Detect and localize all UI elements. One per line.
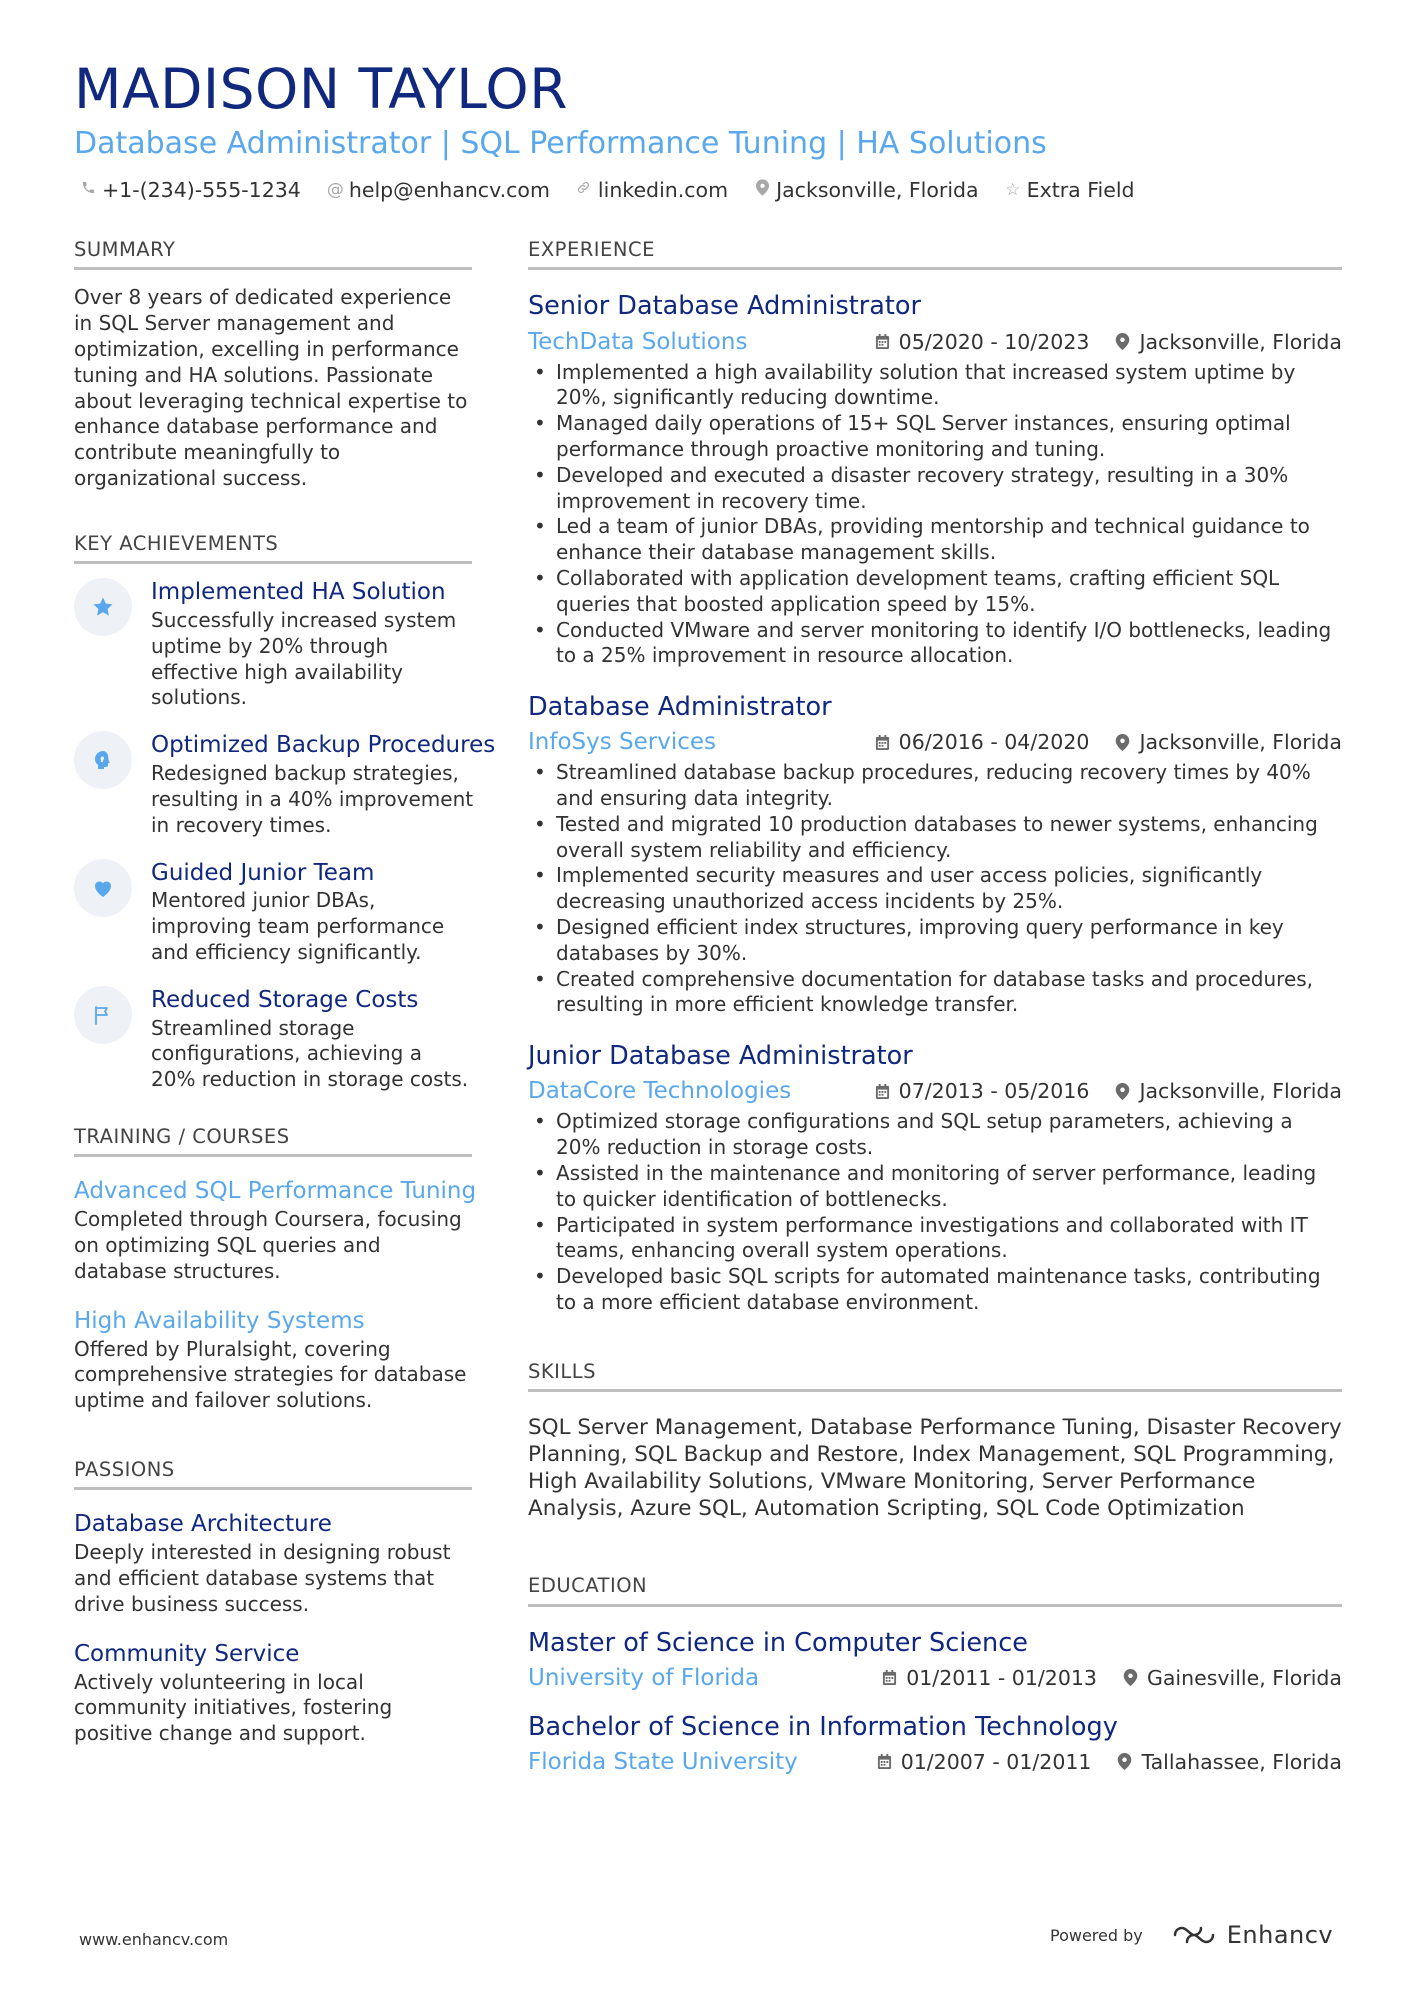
job-bullets [528, 360, 1342, 670]
achievement-desc: Redesigned backup strategies, resulting in a 40% improvement in recovery times. [151, 761, 474, 837]
passion-title: Community Service [74, 1640, 300, 1667]
job-bullet: • Developed and executed a disaster recovery strategy, resulting in a 30% improvement in recovery time. [528, 463, 1342, 515]
footer-branding [1050, 1921, 1333, 1949]
job-dates: 06/2016 - 04/2020 [898, 730, 1090, 755]
achievement-title: Reduced Storage Costs [151, 986, 419, 1013]
contact-bar [80, 178, 1135, 202]
contact-email[interactable] [327, 178, 550, 202]
star-icon [74, 578, 132, 636]
experience-section [528, 238, 1342, 1316]
summary-text: Over 8 years of dedicated experience in SQL Server management and optimization, excelling in performance tuning and HA solutions. Passionate about leveraging technical expertise to enhance database performance and contribute meaningfully to organizational success. [74, 285, 468, 490]
job-bullet: • Implemented a high availability solution that increased system uptime by 20%, significantly reducing downtime. [528, 360, 1342, 412]
location-icon [1115, 333, 1130, 350]
education-location: Gainesville, Florida [1146, 1665, 1342, 1690]
education-dates: 01/2007 - 01/2011 [900, 1749, 1092, 1774]
heart-icon [74, 859, 132, 917]
job-dates: 07/2013 - 05/2016 [898, 1079, 1090, 1104]
contact-linkedin[interactable] [576, 178, 728, 202]
location-icon [1123, 1669, 1138, 1686]
passion-title: Database Architecture [74, 1511, 332, 1538]
job-title: Junior Database Administrator [528, 1041, 913, 1072]
location-icon [1117, 1753, 1132, 1770]
job-bullet: • Conducted VMware and server monitoring to identify I/O bottlenecks, leading to a 25% improvement in resource allocation. [528, 618, 1342, 670]
achievements-section [74, 531, 496, 1093]
job-bullet: • Participated in system performance investigations and collaborated with IT teams, enhancing overall system operations. [528, 1213, 1342, 1265]
education-location: Tallahassee, Florida [1141, 1749, 1342, 1774]
contact-linkedin-text: linkedin.com [597, 178, 729, 202]
achievement-title: Implemented HA Solution [151, 579, 446, 606]
degree-title: Bachelor of Science in Information Technology [528, 1711, 1118, 1742]
course-title: High Availability Systems [74, 1307, 365, 1334]
left-column [74, 238, 496, 1747]
star-outline-icon: ☆ [1005, 180, 1021, 200]
contact-extra [1005, 178, 1135, 202]
course-title: Advanced SQL Performance Tuning [74, 1178, 477, 1205]
education-entry [528, 1711, 1342, 1775]
flag-icon [74, 986, 132, 1044]
achievement-title: Guided Junior Team [151, 859, 375, 886]
company-name: DataCore Technologies [528, 1078, 792, 1105]
course-item [74, 1177, 477, 1284]
job-bullet: • Led a team of junior DBAs, providing mentorship and technical guidance to enhance their database management skills. [528, 514, 1342, 566]
candidate-headline: Database Administrator | SQL Performance Tuning | HA Solutions [74, 126, 1047, 161]
education-entry [528, 1627, 1342, 1691]
passions-heading: PASSIONS [74, 1458, 472, 1490]
calendar-icon [875, 1083, 890, 1100]
passions-section [74, 1458, 472, 1747]
candidate-name: MADISON TAYLOR [74, 57, 568, 121]
passion-desc: Actively volunteering in local community initiatives, fostering positive change and support. [74, 1669, 393, 1746]
calendar-icon [875, 333, 890, 350]
link-icon [576, 180, 592, 200]
brand-name: Enhancv [1226, 1921, 1334, 1949]
job-dates: 05/2020 - 10/2023 [898, 329, 1090, 354]
job-location: Jacksonville, Florida [1139, 730, 1342, 755]
summary-section [74, 238, 472, 492]
calendar-icon [877, 1753, 892, 1770]
right-column [528, 238, 1342, 1775]
job-bullets [528, 760, 1342, 1018]
powered-by-label: Powered by [1050, 1925, 1143, 1945]
brain-icon [74, 731, 132, 789]
achievement-desc: Mentored junior DBAs, improving team performance and efficiency significantly. [151, 888, 445, 964]
education-heading: EDUCATION [528, 1574, 1342, 1606]
contact-extra-text: Extra Field [1026, 178, 1135, 202]
footer-website[interactable]: www.enhancv.com [79, 1930, 229, 1949]
job-entry [528, 290, 1342, 669]
summary-heading: SUMMARY [74, 238, 472, 270]
job-bullet: • Assisted in the maintenance and monitoring of server performance, leading to quicker identification of bottlenecks. [528, 1161, 1342, 1213]
job-bullet: • Collaborated with application development teams, crafting efficient SQL queries that boosted application speed by 15%. [528, 566, 1342, 618]
contact-location [754, 178, 979, 202]
job-location: Jacksonville, Florida [1139, 329, 1342, 354]
job-bullets [528, 1109, 1342, 1315]
course-item [74, 1307, 472, 1414]
achievement-title: Optimized Backup Procedures [151, 732, 496, 759]
degree-title: Master of Science in Computer Science [528, 1627, 1028, 1658]
job-entry [528, 1040, 1342, 1316]
contact-email-text: help@enhancv.com [348, 178, 550, 202]
experience-heading: EXPERIENCE [528, 238, 1342, 270]
location-icon [754, 179, 770, 201]
job-location: Jacksonville, Florida [1139, 1079, 1342, 1104]
calendar-icon [882, 1669, 897, 1686]
job-bullet: • Tested and migrated 10 production databases to newer systems, enhancing overall system reliability and efficiency. [528, 812, 1342, 864]
job-bullet: • Optimized storage configurations and SQL setup parameters, achieving a 20% reduction in storage costs. [528, 1109, 1342, 1161]
skills-heading: SKILLS [528, 1360, 1342, 1392]
company-name: InfoSys Services [528, 729, 717, 756]
training-section [74, 1125, 477, 1414]
job-bullet: • Created comprehensive documentation for database tasks and procedures, resulting in more efficient knowledge transfer. [528, 967, 1342, 1019]
course-desc: Offered by Pluralsight, covering comprehensive strategies for database uptime and failover solutions. [74, 1336, 467, 1413]
phone-icon [80, 180, 96, 200]
calendar-icon [875, 734, 890, 751]
skills-section [528, 1360, 1342, 1522]
achievement-item [74, 578, 472, 711]
achievement-desc: Streamlined storage configurations, achieving a 20% reduction in storage costs. [151, 1015, 469, 1092]
job-title: Database Administrator [528, 692, 832, 723]
job-bullet: • Managed daily operations of 15+ SQL Server instances, ensuring optimal performance through proactive monitoring and tuning. [528, 411, 1342, 463]
job-bullet: • Implemented security measures and user access policies, significantly decreasing unauthorized access incidents by 25%. [528, 863, 1342, 915]
training-heading: TRAINING / COURSES [74, 1125, 472, 1157]
contact-phone[interactable] [80, 178, 301, 202]
achievement-desc: Successfully increased system uptime by 20% through effective high availability solutions. [151, 608, 457, 710]
achievement-item [74, 986, 472, 1093]
infinity-logo-icon [1171, 1923, 1217, 1947]
school-name: University of Florida [528, 1664, 760, 1691]
job-entry [528, 691, 1342, 1018]
contact-location-text: Jacksonville, Florida [776, 178, 979, 202]
passion-item [74, 1510, 472, 1617]
at-icon: @ [326, 180, 344, 200]
passion-desc: Deeply interested in designing robust and efficient database systems that drive business success. [74, 1540, 451, 1616]
achievement-item [74, 859, 472, 966]
course-desc: Completed through Coursera, focusing on optimizing SQL queries and database structures. [74, 1207, 462, 1283]
skills-text: SQL Server Management, Database Performance Tuning, Disaster Recovery Planning, SQL Backup and Restore, Index Management, SQL Programming, High Availability Solutions, VMware Monitoring, Server Performance Analysis, Azure SQL, Automation Scripting, SQL Code Optimization [528, 1415, 1342, 1522]
education-dates: 01/2011 - 01/2013 [906, 1665, 1097, 1690]
job-bullet: • Streamlined database backup procedures, reducing recovery times by 40% and ensuring data integrity. [528, 760, 1342, 812]
job-bullet: • Developed basic SQL scripts for automated maintenance tasks, contributing to a more efficient database environment. [528, 1264, 1342, 1316]
company-name: TechData Solutions [528, 328, 748, 355]
job-bullet: • Designed efficient index structures, improving query performance in key databases by 30%. [528, 915, 1342, 967]
location-icon [1115, 1083, 1130, 1100]
passion-item [74, 1640, 472, 1747]
enhancv-logo[interactable] [1171, 1921, 1333, 1949]
achievements-heading: KEY ACHIEVEMENTS [74, 532, 472, 564]
contact-phone-text: +1-(234)-555-1234 [102, 178, 301, 202]
achievement-item [74, 731, 496, 838]
school-name: Florida State University [528, 1748, 798, 1775]
location-icon [1115, 734, 1130, 751]
job-title: Senior Database Administrator [528, 291, 921, 322]
education-section [528, 1574, 1342, 1775]
